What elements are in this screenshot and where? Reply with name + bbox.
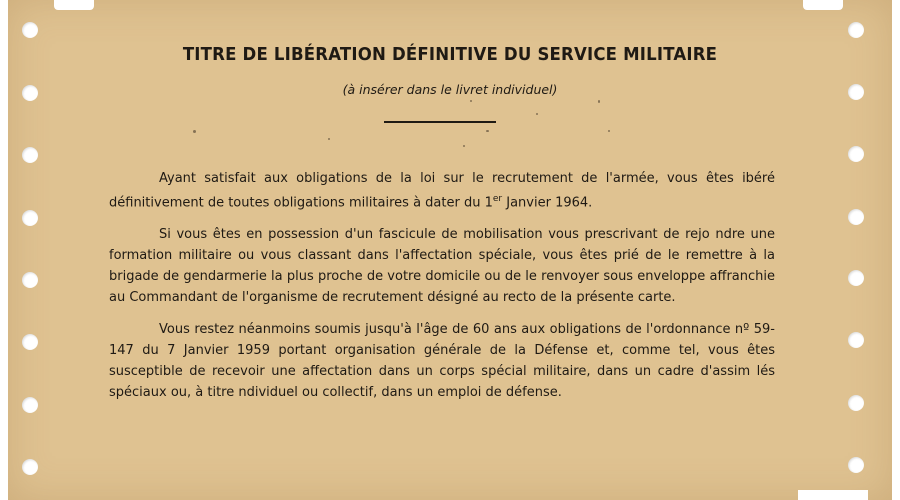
punch-hole <box>848 457 864 473</box>
ink-speck <box>536 113 538 115</box>
punch-hole <box>22 272 38 288</box>
discharge-card <box>8 0 892 500</box>
paragraph-discharge <box>109 168 775 213</box>
punch-hole <box>22 397 38 413</box>
ink-speck <box>598 100 600 103</box>
ink-speck <box>608 130 610 132</box>
punch-hole <box>22 459 38 475</box>
punch-hole <box>848 395 864 411</box>
paragraph-text: Ayant satisfait aux obligations de la loi sur le recrutement de l'armée, vous êtes ibéré définitivement de toutes obligations militaires à dater du 1 <box>109 171 775 211</box>
card-notch <box>803 0 843 10</box>
punch-hole <box>848 332 864 348</box>
punch-hole <box>848 146 864 162</box>
paragraph-mobilisation: Si vous êtes en possession d'un fascicule de mobilisation vous prescrivant de rejo ndre une formation militaire ou vous classant dans l'affectation spéciale, vous êtes prié de le remettre à la brigade de gendarmerie la plus proche de votre domicile ou de le renvoyer sous enveloppe affranchie au Commandant de l'organisme de recrutement désigné au recto de la présente carte. <box>109 227 775 306</box>
document-title: TITRE DE LIBÉRATION DÉFINITIVE DU SERVICE MILITAIRE <box>182 44 718 65</box>
ink-speck <box>486 130 489 132</box>
title-underline <box>384 121 496 123</box>
punch-hole <box>22 210 38 226</box>
punch-hole <box>848 22 864 38</box>
punch-hole <box>848 270 864 286</box>
punch-hole <box>22 334 38 350</box>
ink-speck <box>193 130 196 133</box>
card-notch <box>798 490 868 500</box>
paragraph-obligations: Vous restez néanmoins soumis jusqu'à l'âge de 60 ans aux obligations de l'ordonnance nº 59-147 du 7 Janvier 1959 portant organisation générale de la Défense et, comme tel, vous êtes susceptible de recevoir une affectation dans un corps spécial militaire, dans un cadre d'assim lés spéciaux ou, à titre ndividuel ou collectif, dans un emploi de défense. <box>109 322 775 401</box>
ordinal-superscript: er <box>492 194 503 204</box>
ink-speck <box>328 138 330 140</box>
ink-speck <box>470 100 472 102</box>
document-subtitle: (à insérer dans le livret individuel) <box>342 82 558 97</box>
ink-speck <box>463 145 465 147</box>
punch-hole <box>22 147 38 163</box>
card-notch <box>54 0 94 10</box>
document-body <box>109 168 775 414</box>
paragraph-text: Janvier 1964. <box>502 195 593 211</box>
punch-hole <box>848 209 864 225</box>
punch-hole <box>22 22 38 38</box>
